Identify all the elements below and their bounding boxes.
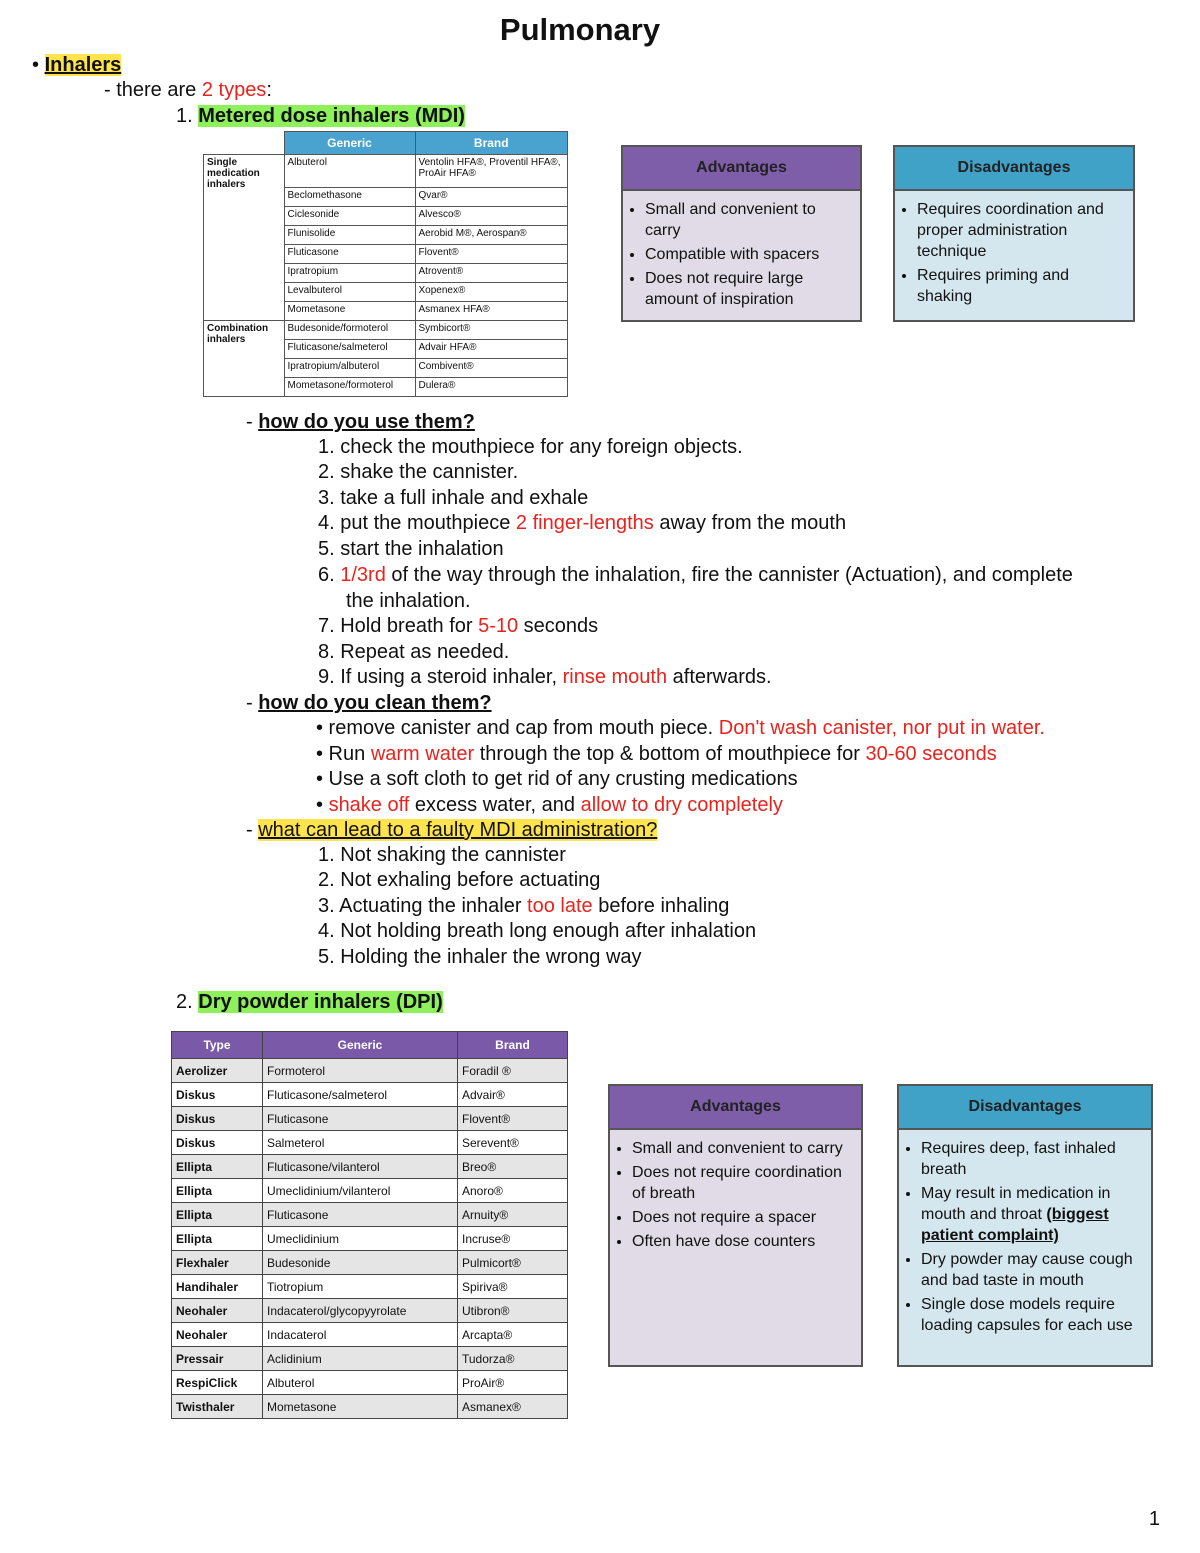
page-number: 1	[1148, 1508, 1160, 1530]
table-cell: Indacaterol/glycopyyrolate	[263, 1299, 458, 1323]
clean-item-4-bullet: •	[316, 794, 329, 816]
table-cell: Alvesco®	[415, 207, 568, 226]
faulty-item-1: 1. Not shaking the cannister	[318, 844, 566, 866]
use-step-7-red: 5-10	[478, 615, 519, 637]
table-cell: Beclomethasone	[284, 188, 415, 207]
mdi-advantages-title: Advantages	[623, 147, 860, 191]
table-cell: Foradil ®	[458, 1059, 568, 1083]
table-row	[204, 155, 568, 188]
list-item: • Does not require a spacer	[632, 1207, 853, 1228]
table-row	[172, 1251, 568, 1275]
mdi-disadvantages-title: Disadvantages	[895, 147, 1133, 191]
clean-item-1-text: • remove canister and cap from mouth piece.	[316, 717, 719, 739]
table-row	[172, 1155, 568, 1179]
clean-item-4	[316, 793, 783, 818]
table-cell: Tudorza®	[458, 1347, 568, 1371]
dpi-dis-item-2-text: May result in medication in mouth and throat	[921, 1185, 1111, 1223]
table-row	[172, 1371, 568, 1395]
mdi-advantages-list	[623, 199, 860, 310]
table-cell: Umeclidinium	[263, 1227, 458, 1251]
table-cell: Diskus	[172, 1131, 263, 1155]
table-cell: Spiriva®	[458, 1275, 568, 1299]
list-item: • Does not require coordination of breath	[632, 1162, 853, 1204]
table-cell: Ipratropium	[284, 264, 415, 283]
table-cell: Budesonide	[263, 1251, 458, 1275]
use-step-7-text: 7. Hold breath for	[318, 615, 479, 637]
table-cell: Aerobid M®, Aerospan®	[415, 226, 568, 245]
table-row	[172, 1179, 568, 1203]
dpi-header-row	[172, 1032, 568, 1059]
table-cell: Mometasone	[284, 302, 415, 321]
use-step-9-red: rinse mouth	[562, 666, 668, 688]
use-step-6-cont: the inhalation.	[346, 590, 471, 612]
faulty-item-4: 4. Not holding breath long enough after inhalation	[318, 920, 757, 942]
clean-heading-line: - how do you clean them?	[246, 692, 492, 714]
mdi-disadvantages-box	[893, 145, 1135, 322]
list-item: • Dry powder may cause cough and bad taste in mouth	[921, 1249, 1143, 1291]
use-step-3: 3. take a full inhale and exhale	[318, 487, 589, 509]
table-cell: Indacaterol	[263, 1323, 458, 1347]
list-item: • Small and convenient to carry	[645, 199, 852, 241]
clean-item-2-text: • Run	[316, 743, 371, 765]
mdi-heading: Metered dose inhalers (MDI)	[198, 105, 465, 127]
list-item: • Requires coordination and proper administration technique	[917, 199, 1125, 262]
table-cell: Fluticasone	[284, 245, 415, 264]
table-cell: Advair HFA®	[415, 340, 568, 359]
table-cell: Diskus	[172, 1107, 263, 1131]
types-prefix: - there are	[104, 79, 202, 101]
bullet: •	[32, 54, 40, 76]
table-cell: Pressair	[172, 1347, 263, 1371]
table-row	[172, 1227, 568, 1251]
list-item: • Requires priming and shaking	[917, 265, 1125, 307]
dpi-heading-line	[176, 990, 443, 1015]
mdi-header-generic: Generic	[284, 132, 415, 155]
clean-item-2	[316, 742, 997, 767]
dpi-table	[171, 1031, 568, 1419]
table-cell: Tiotropium	[263, 1275, 458, 1299]
inhalers-heading-line	[32, 53, 121, 78]
table-cell: Aerolizer	[172, 1059, 263, 1083]
table-cell: Asmanex HFA®	[415, 302, 568, 321]
table-cell: Arcapta®	[458, 1323, 568, 1347]
mdi-heading-line	[176, 104, 465, 129]
combo-label: Combination inhalers	[204, 321, 285, 397]
table-cell: Fluticasone	[263, 1203, 458, 1227]
table-cell: Twisthaler	[172, 1395, 263, 1419]
use-heading-line: - how do you use them?	[246, 411, 475, 433]
table-cell: Serevent®	[458, 1131, 568, 1155]
use-step-4-text: 4. put the mouthpiece	[318, 512, 516, 534]
table-cell: Advair®	[458, 1083, 568, 1107]
table-cell: Pulmicort®	[458, 1251, 568, 1275]
table-cell: Fluticasone/salmeterol	[263, 1083, 458, 1107]
dpi-advantages-title: Advantages	[610, 1086, 861, 1130]
table-cell: Budesonide/formoterol	[284, 321, 415, 340]
table-cell: Levalbuterol	[284, 283, 415, 302]
mdi-header-brand: Brand	[415, 132, 568, 155]
clean-item-2-red2: 30-60 seconds	[865, 743, 997, 765]
table-cell: Mometasone/formoterol	[284, 378, 415, 397]
dpi-disadvantages-title: Disadvantages	[899, 1086, 1151, 1130]
table-cell: Ciclesonide	[284, 207, 415, 226]
use-step-9	[318, 665, 772, 690]
clean-item-3: • Use a soft cloth to get rid of any crusting medications	[316, 768, 798, 790]
mdi-advantages-box	[621, 145, 862, 322]
table-cell: Qvar®	[415, 188, 568, 207]
mdi-table	[203, 131, 568, 397]
table-cell: ProAir®	[458, 1371, 568, 1395]
table-cell: Symbicort®	[415, 321, 568, 340]
table-cell: Xopenex®	[415, 283, 568, 302]
table-cell: Dulera®	[415, 378, 568, 397]
dpi-heading: Dry powder inhalers (DPI)	[198, 991, 443, 1013]
table-row	[172, 1347, 568, 1371]
inhalers-heading: Inhalers	[44, 54, 122, 76]
table-row	[204, 321, 568, 340]
dpi-header-type: Type	[172, 1032, 263, 1059]
clean-heading: how do you clean them?	[258, 692, 492, 714]
table-row	[172, 1083, 568, 1107]
use-step-8: 8. Repeat as needed.	[318, 641, 510, 663]
table-cell: Albuterol	[263, 1371, 458, 1395]
list-item: • Requires deep, fast inhaled breath	[921, 1138, 1143, 1180]
types-line	[104, 78, 272, 103]
table-row	[172, 1107, 568, 1131]
table-cell: Incruse®	[458, 1227, 568, 1251]
clean-item-4-mid: excess water, and	[409, 794, 581, 816]
list-item: • Does not require large amount of inspiration	[645, 268, 852, 310]
dpi-header-generic: Generic	[263, 1032, 458, 1059]
table-row	[172, 1395, 568, 1419]
mdi-disadvantages-list	[895, 199, 1133, 307]
dpi-advantages-box	[608, 1084, 863, 1367]
page-title: Pulmonary	[499, 12, 661, 47]
list-item: • Compatible with spacers	[645, 244, 852, 265]
table-cell: Flexhaler	[172, 1251, 263, 1275]
mdi-header-row	[204, 132, 568, 155]
use-step-1: 1. check the mouthpiece for any foreign objects.	[318, 436, 743, 458]
use-step-6	[318, 563, 1073, 588]
use-step-9-rest: afterwards.	[667, 666, 772, 688]
table-cell: Atrovent®	[415, 264, 568, 283]
use-step-6-red: 1/3rd	[340, 564, 386, 586]
dpi-dis-item-2-emphasis: (biggest patient complaint)	[921, 1206, 1109, 1244]
dpi-header-brand: Brand	[458, 1032, 568, 1059]
table-cell: Formoterol	[263, 1059, 458, 1083]
use-step-9-text: 9. If using a steroid inhaler,	[318, 666, 563, 688]
table-cell: Diskus	[172, 1083, 263, 1107]
table-cell: Anoro®	[458, 1179, 568, 1203]
table-cell: Fluticasone/vilanterol	[263, 1155, 458, 1179]
table-cell: Flovent®	[458, 1107, 568, 1131]
table-row	[172, 1275, 568, 1299]
table-cell: Umeclidinium/vilanterol	[263, 1179, 458, 1203]
table-cell: Flovent®	[415, 245, 568, 264]
use-step-6-rest: of the way through the inhalation, fire the cannister (Actuation), and complete	[385, 564, 1073, 586]
clean-item-2-mid: through the top & bottom of mouthpiece for	[474, 743, 866, 765]
table-cell: Fluticasone/salmeterol	[284, 340, 415, 359]
table-cell: Ventolin HFA®, Proventil HFA®, ProAir HFA®	[415, 155, 568, 188]
table-row	[172, 1059, 568, 1083]
mdi-header-empty	[204, 132, 285, 155]
dpi-num: 2.	[176, 991, 193, 1013]
use-step-7	[318, 614, 598, 639]
faulty-item-3-red: too late	[527, 895, 593, 917]
faulty-item-3	[318, 894, 729, 919]
faulty-item-5: 5. Holding the inhaler the wrong way	[318, 946, 642, 968]
list-item: • Small and convenient to carry	[632, 1138, 853, 1159]
table-cell: Fluticasone	[263, 1107, 458, 1131]
types-count: 2 types	[201, 79, 267, 101]
table-cell: Ipratropium/albuterol	[284, 359, 415, 378]
table-cell: Neohaler	[172, 1323, 263, 1347]
table-cell: Asmanex®	[458, 1395, 568, 1419]
table-cell: RespiClick	[172, 1371, 263, 1395]
use-step-5: 5. start the inhalation	[318, 538, 504, 560]
table-cell: Aclidinium	[263, 1347, 458, 1371]
table-cell: Utibron®	[458, 1299, 568, 1323]
table-cell: Arnuity®	[458, 1203, 568, 1227]
use-heading: how do you use them?	[258, 411, 475, 433]
clean-item-4-red2: allow to dry completely	[580, 794, 783, 816]
faulty-heading-line: - what can lead to a faulty MDI administration?	[246, 819, 658, 841]
table-cell: Combivent®	[415, 359, 568, 378]
mdi-num: 1.	[176, 105, 193, 127]
table-cell: Salmeterol	[263, 1131, 458, 1155]
table-row	[172, 1323, 568, 1347]
table-cell: Ellipta	[172, 1203, 263, 1227]
clean-item-1-red: Don't wash canister, nor put in water.	[718, 717, 1045, 739]
use-step-6-num: 6.	[318, 564, 341, 586]
use-step-4	[318, 511, 846, 536]
table-cell: Handihaler	[172, 1275, 263, 1299]
dpi-advantages-list	[610, 1138, 861, 1252]
list-item	[921, 1183, 1143, 1246]
types-suffix: :	[266, 79, 272, 101]
table-cell: Ellipta	[172, 1155, 263, 1179]
dpi-disadvantages-box	[897, 1084, 1153, 1367]
single-label: Single medication inhalers	[204, 155, 285, 321]
table-cell: Albuterol	[284, 155, 415, 188]
dpi-disadvantages-list	[899, 1138, 1151, 1336]
table-cell: Neohaler	[172, 1299, 263, 1323]
table-row	[172, 1299, 568, 1323]
list-item: • Single dose models require loading capsules for each use	[921, 1294, 1143, 1336]
clean-item-2-red: warm water	[370, 743, 475, 765]
use-step-4-red: 2 finger-lengths	[515, 512, 654, 534]
table-cell: Ellipta	[172, 1227, 263, 1251]
table-row	[172, 1131, 568, 1155]
table-cell: Ellipta	[172, 1179, 263, 1203]
faulty-item-3-text: 3. Actuating the inhaler	[318, 895, 528, 917]
clean-item-1	[316, 716, 1045, 741]
list-item: • Often have dose counters	[632, 1231, 853, 1252]
table-cell: Breo®	[458, 1155, 568, 1179]
faulty-item-3-rest: before inhaling	[592, 895, 730, 917]
use-step-7-rest: seconds	[518, 615, 599, 637]
faulty-heading: what can lead to a faulty MDI administration?	[258, 819, 658, 841]
table-cell: Flunisolide	[284, 226, 415, 245]
table-row	[172, 1203, 568, 1227]
clean-item-4-red: shake off	[328, 794, 410, 816]
use-step-2: 2. shake the cannister.	[318, 461, 519, 483]
faulty-item-2: 2. Not exhaling before actuating	[318, 869, 601, 891]
table-cell: Mometasone	[263, 1395, 458, 1419]
use-step-4-rest: away from the mouth	[653, 512, 847, 534]
